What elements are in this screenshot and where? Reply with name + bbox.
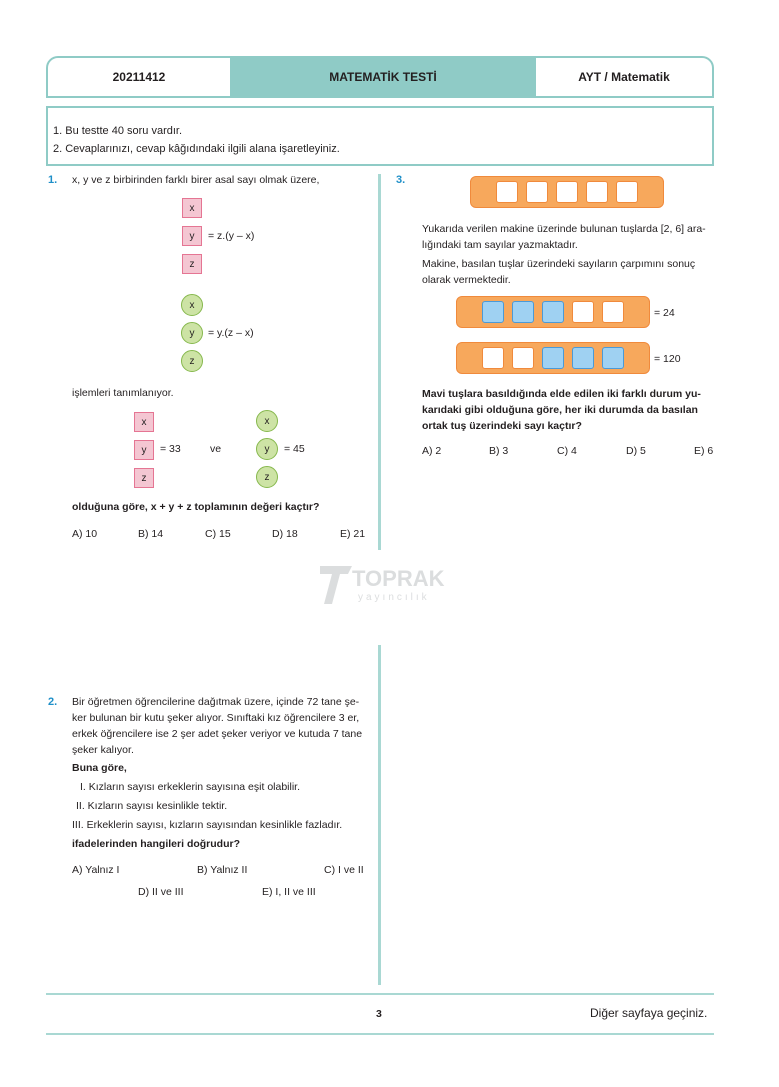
q2-option-e[interactable]: E) I, II ve III bbox=[262, 886, 316, 898]
machine-key bbox=[526, 181, 548, 203]
machine-case-1 bbox=[456, 296, 650, 328]
unpressed-key bbox=[572, 301, 594, 323]
machine-key bbox=[616, 181, 638, 203]
box-var-x: x bbox=[182, 198, 202, 218]
page-number: 3 bbox=[376, 1008, 382, 1020]
instruction-2: 2. Cevaplarınızı, cevap kâğıdındaki ilgili alana işaretleyiniz. bbox=[53, 143, 340, 155]
machine-key bbox=[586, 181, 608, 203]
column-divider-bottom bbox=[378, 645, 381, 985]
box-var-y: y bbox=[182, 226, 202, 246]
q2-item-1: I. Kızların sayısı erkeklerin sayısına eşit olabilir. bbox=[80, 781, 301, 793]
circle-var-x: x bbox=[181, 294, 203, 316]
q3-text2-line-2: olarak vermektedir. bbox=[422, 274, 511, 286]
pressed-key bbox=[482, 301, 504, 323]
machine-key bbox=[556, 181, 578, 203]
machine-blank bbox=[470, 176, 664, 208]
q3-question-line-2: karıdaki gibi olduğuna göre, her iki durumda da basılan bbox=[422, 404, 698, 416]
test-section: AYT / Matematik bbox=[534, 58, 712, 96]
q2-option-a[interactable]: A) Yalnız I bbox=[72, 864, 120, 876]
circle-result: = 45 bbox=[284, 443, 305, 455]
q3-number: 3. bbox=[396, 174, 406, 186]
q2-option-d[interactable]: D) II ve III bbox=[138, 886, 184, 898]
pressed-key bbox=[602, 347, 624, 369]
q3-text1-line-2: lığındaki tam sayılar yazmaktadır. bbox=[422, 239, 578, 251]
q2-option-c[interactable]: C) I ve II bbox=[324, 864, 364, 876]
column-divider-top bbox=[378, 174, 381, 550]
result-circle-y: y bbox=[256, 438, 278, 460]
pressed-key bbox=[572, 347, 594, 369]
q1-question: olduğuna göre, x + y + z toplamının değeri kaçtır? bbox=[72, 501, 320, 513]
machine-key bbox=[496, 181, 518, 203]
q2-stem-line-2: ker bulunan bir kutu şeker alıyor. Sınıftaki kız öğrencilere 3 er, bbox=[72, 712, 360, 724]
q2-option-b[interactable]: B) Yalnız II bbox=[197, 864, 248, 876]
machine-result-2: = 120 bbox=[654, 353, 681, 365]
q3-option-a[interactable]: A) 2 bbox=[422, 445, 442, 457]
q3-text1-line-1: Yukarıda verilen makine üzerinde bulunan tuşlarda [2, 6] ara- bbox=[422, 223, 706, 235]
box-formula: = z.(y – x) bbox=[208, 230, 255, 242]
next-page-note: Diğer sayfaya geçiniz. bbox=[590, 1006, 708, 1020]
result-box-z: z bbox=[134, 468, 154, 488]
result-box-y: y bbox=[134, 440, 154, 460]
circle-formula: = y.(z – x) bbox=[208, 327, 254, 339]
q1-option-c[interactable]: C) 15 bbox=[205, 528, 231, 540]
footer-top-line bbox=[46, 993, 714, 995]
q1-option-e[interactable]: E) 21 bbox=[340, 528, 366, 540]
instruction-1: 1. Bu testte 40 soru vardır. bbox=[53, 125, 183, 137]
unpressed-key bbox=[482, 347, 504, 369]
circle-var-z: z bbox=[181, 350, 203, 372]
svg-text:TOPRAK: TOPRAK bbox=[352, 566, 445, 591]
q1-option-b[interactable]: B) 14 bbox=[138, 528, 164, 540]
q2-stem-line-4: şeker kalıyor. bbox=[72, 744, 134, 756]
publisher-logo-icon bbox=[318, 560, 448, 610]
pressed-key bbox=[512, 301, 534, 323]
pressed-key bbox=[542, 347, 564, 369]
pressed-key bbox=[542, 301, 564, 323]
box-result: = 33 bbox=[160, 443, 181, 455]
q1-stem: x, y ve z birbirinden farklı birer asal sayı olmak üzere, bbox=[72, 174, 320, 186]
q1-number: 1. bbox=[48, 174, 58, 186]
box-var-z: z bbox=[182, 254, 202, 274]
instructions-box bbox=[46, 106, 714, 166]
result-box-x: x bbox=[134, 412, 154, 432]
q2-item-2: II. Kızların sayısı kesinlikle tektir. bbox=[76, 800, 228, 812]
q2-lead: Buna göre, bbox=[72, 762, 127, 774]
q3-option-d[interactable]: D) 5 bbox=[626, 445, 646, 457]
result-circle-x: x bbox=[256, 410, 278, 432]
q3-question-line-3: ortak tuş üzerindeki sayı kaçtır? bbox=[422, 420, 582, 432]
q3-option-c[interactable]: C) 4 bbox=[557, 445, 577, 457]
q2-stem-line-1: Bir öğretmen öğrencilerine dağıtmak üzere, içinde 72 tane şe- bbox=[72, 696, 360, 708]
and-word: ve bbox=[210, 443, 222, 455]
footer-bottom-line bbox=[46, 1033, 714, 1035]
q1-defined: işlemleri tanımlanıyor. bbox=[72, 387, 174, 399]
q2-item-3: III. Erkeklerin sayısı, kızların sayısından kesinlikle fazladır. bbox=[72, 819, 343, 831]
svg-text:yayıncılık: yayıncılık bbox=[358, 592, 430, 603]
q3-question-line-1: Mavi tuşlara basıldığında elde edilen iki farklı durum yu- bbox=[422, 388, 701, 400]
q1-option-a[interactable]: A) 10 bbox=[72, 528, 98, 540]
circle-var-y: y bbox=[181, 322, 203, 344]
result-circle-z: z bbox=[256, 466, 278, 488]
q1-option-d[interactable]: D) 18 bbox=[272, 528, 298, 540]
machine-result-1: = 24 bbox=[654, 307, 675, 319]
booklet-code: 20211412 bbox=[48, 58, 232, 96]
machine-case-2 bbox=[456, 342, 650, 374]
q3-text2-line-1: Makine, basılan tuşlar üzerindeki sayıların çarpımını sonuç bbox=[422, 258, 696, 270]
q2-stem-line-3: erkek öğrencilere ise 2 şer adet şeker veriyor ve kutuda 7 tane bbox=[72, 728, 363, 740]
test-header bbox=[46, 56, 714, 98]
q2-question: ifadelerinden hangileri doğrudur? bbox=[72, 838, 241, 850]
q3-option-b[interactable]: B) 3 bbox=[489, 445, 509, 457]
q3-option-e[interactable]: E) 6 bbox=[694, 445, 714, 457]
unpressed-key bbox=[512, 347, 534, 369]
unpressed-key bbox=[602, 301, 624, 323]
publisher-watermark bbox=[318, 560, 448, 613]
test-title: MATEMATİK TESTİ bbox=[232, 58, 534, 96]
q2-number: 2. bbox=[48, 696, 58, 708]
